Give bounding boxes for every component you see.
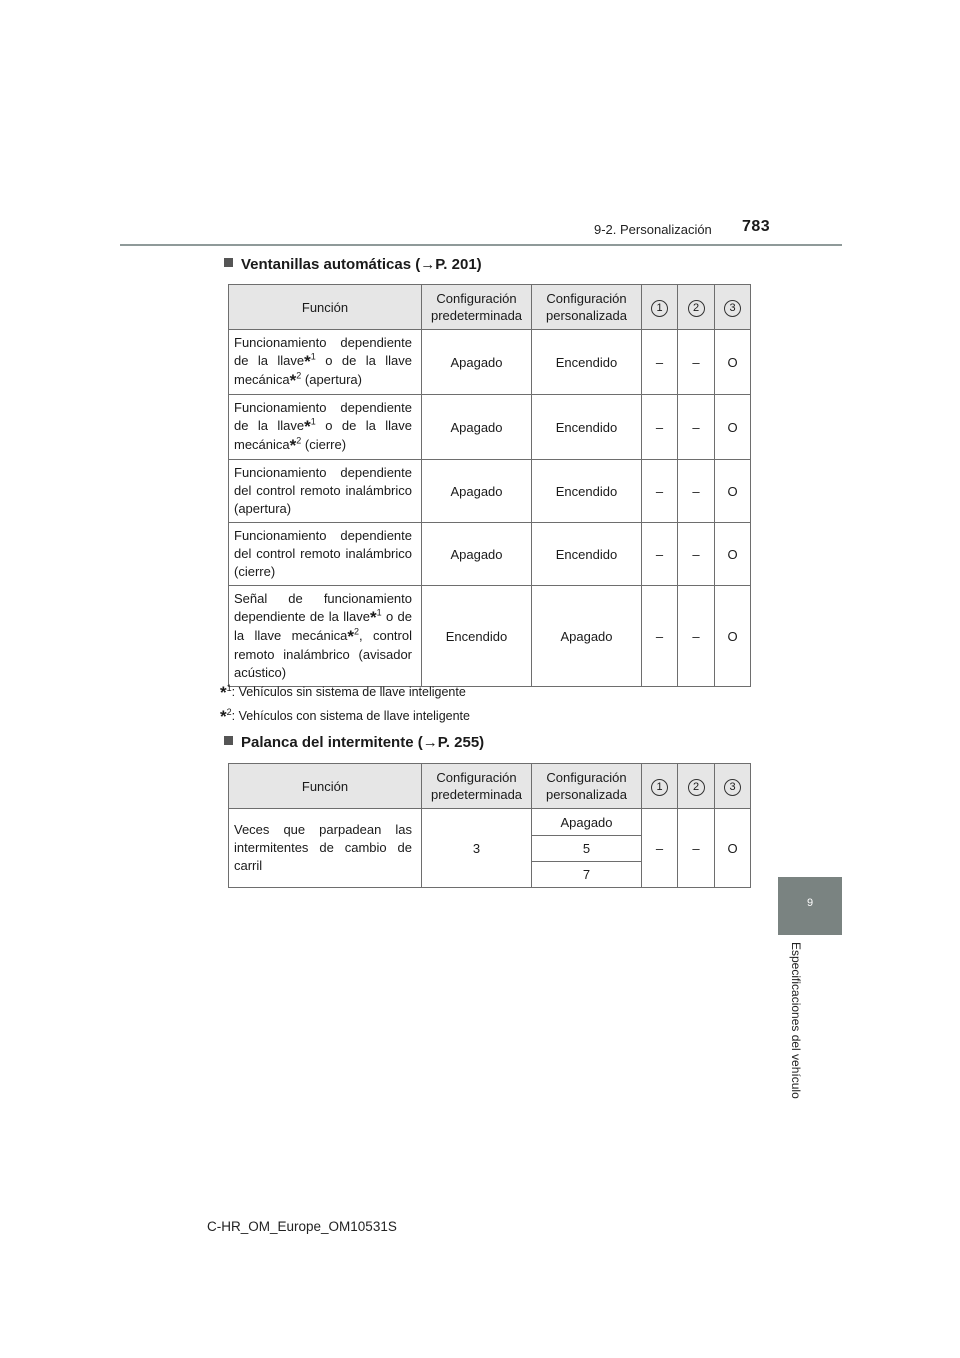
col2-cell: – bbox=[678, 586, 715, 687]
circle-2-icon: 2 bbox=[688, 300, 705, 317]
col-header-default: Configuración predeterminada bbox=[422, 285, 532, 330]
table-row bbox=[229, 460, 751, 523]
function-cell: Funcionamiento dependiente de la llave*$^1$ o de la llave mecánica*$^2$ (apertura) bbox=[229, 330, 422, 395]
col1-cell: – bbox=[642, 809, 678, 888]
function-cell: Funcionamiento dependiente del control remoto inalámbrico (cierre) bbox=[229, 523, 422, 586]
document-code: C-HR_OM_Europe_OM10531S bbox=[207, 1219, 397, 1234]
col-header-function: Función bbox=[229, 764, 422, 809]
default-cell: Apagado bbox=[422, 395, 532, 460]
custom-cell: Apagado bbox=[532, 586, 642, 687]
col1-cell: – bbox=[642, 460, 678, 523]
default-cell: Encendido bbox=[422, 586, 532, 687]
turn-signal-settings-table bbox=[228, 763, 751, 888]
custom-cell: 7 bbox=[532, 862, 642, 888]
col-header-3 bbox=[715, 285, 751, 330]
col-header-custom: Configuración personalizada bbox=[532, 764, 642, 809]
footnote-1: *$^1$: Vehículos sin sistema de llave inteligente bbox=[220, 682, 466, 702]
custom-cell: Encendido bbox=[532, 395, 642, 460]
header-divider bbox=[120, 244, 842, 246]
col-header-function: Función bbox=[229, 285, 422, 330]
col-header-custom: Configuración personalizada bbox=[532, 285, 642, 330]
function-cell: Señal de funcionamiento dependiente de la llave*$^1$ o de la llave mecánica*$^2$, control remoto inalámbrico (avisador acústico) bbox=[229, 586, 422, 687]
function-cell: Veces que parpadean las intermitentes de cambio de carril bbox=[229, 809, 422, 888]
default-cell: Apagado bbox=[422, 330, 532, 395]
col2-cell: – bbox=[678, 330, 715, 395]
circle-1-icon: 1 bbox=[651, 779, 668, 796]
col3-cell: O bbox=[715, 460, 751, 523]
col3-cell: O bbox=[715, 523, 751, 586]
col2-cell: – bbox=[678, 460, 715, 523]
page-number: 783 bbox=[742, 218, 771, 235]
windows-settings-table bbox=[228, 284, 751, 687]
arrow-icon: → bbox=[420, 256, 436, 273]
circle-3-icon: 3 bbox=[724, 779, 741, 796]
col-header-2 bbox=[678, 285, 715, 330]
table-header-row bbox=[229, 285, 751, 330]
circle-1-icon: 1 bbox=[651, 300, 668, 317]
chapter-tab: 9 bbox=[778, 877, 842, 935]
col1-cell: – bbox=[642, 586, 678, 687]
custom-cell: Encendido bbox=[532, 523, 642, 586]
section-heading-windows: Ventanillas automáticas (→P. 201) bbox=[224, 256, 482, 273]
table-row bbox=[229, 330, 751, 395]
col-header-1 bbox=[642, 285, 678, 330]
footnote-2: *$^2$: Vehículos con sistema de llave inteligente bbox=[220, 706, 470, 726]
default-cell: 3 bbox=[422, 809, 532, 888]
default-cell: Apagado bbox=[422, 460, 532, 523]
col2-cell: – bbox=[678, 523, 715, 586]
custom-cell: Apagado bbox=[532, 809, 642, 836]
col1-cell: – bbox=[642, 330, 678, 395]
col3-cell: O bbox=[715, 330, 751, 395]
circle-2-icon: 2 bbox=[688, 779, 705, 796]
col1-cell: – bbox=[642, 395, 678, 460]
col2-cell: – bbox=[678, 809, 715, 888]
table-row bbox=[229, 586, 751, 687]
table-row bbox=[229, 809, 751, 836]
function-cell: Funcionamiento dependiente de la llave*$^1$ o de la llave mecánica*$^2$ (cierre) bbox=[229, 395, 422, 460]
bullet-square-icon bbox=[224, 736, 233, 745]
col1-cell: – bbox=[642, 523, 678, 586]
chapter-title: Especificaciones del vehículo bbox=[789, 942, 803, 1099]
arrow-icon: → bbox=[422, 734, 438, 751]
table-header-row bbox=[229, 764, 751, 809]
circle-3-icon: 3 bbox=[724, 300, 741, 317]
custom-cell: 5 bbox=[532, 836, 642, 862]
bullet-square-icon bbox=[224, 258, 233, 267]
section-heading-turn-signal: Palanca del intermitente (→P. 255) bbox=[224, 734, 484, 751]
col3-cell: O bbox=[715, 586, 751, 687]
col2-cell: – bbox=[678, 395, 715, 460]
col-header-2 bbox=[678, 764, 715, 809]
custom-cell: Encendido bbox=[532, 330, 642, 395]
col3-cell: O bbox=[715, 395, 751, 460]
col-header-3 bbox=[715, 764, 751, 809]
custom-cell: Encendido bbox=[532, 460, 642, 523]
col3-cell: O bbox=[715, 809, 751, 888]
col-header-default: Configuración predeterminada bbox=[422, 764, 532, 809]
table-row bbox=[229, 523, 751, 586]
table-row bbox=[229, 395, 751, 460]
function-cell: Funcionamiento dependiente del control remoto inalámbrico (apertura) bbox=[229, 460, 422, 523]
col-header-1 bbox=[642, 764, 678, 809]
default-cell: Apagado bbox=[422, 523, 532, 586]
section-label: 9-2. Personalización bbox=[594, 222, 712, 237]
